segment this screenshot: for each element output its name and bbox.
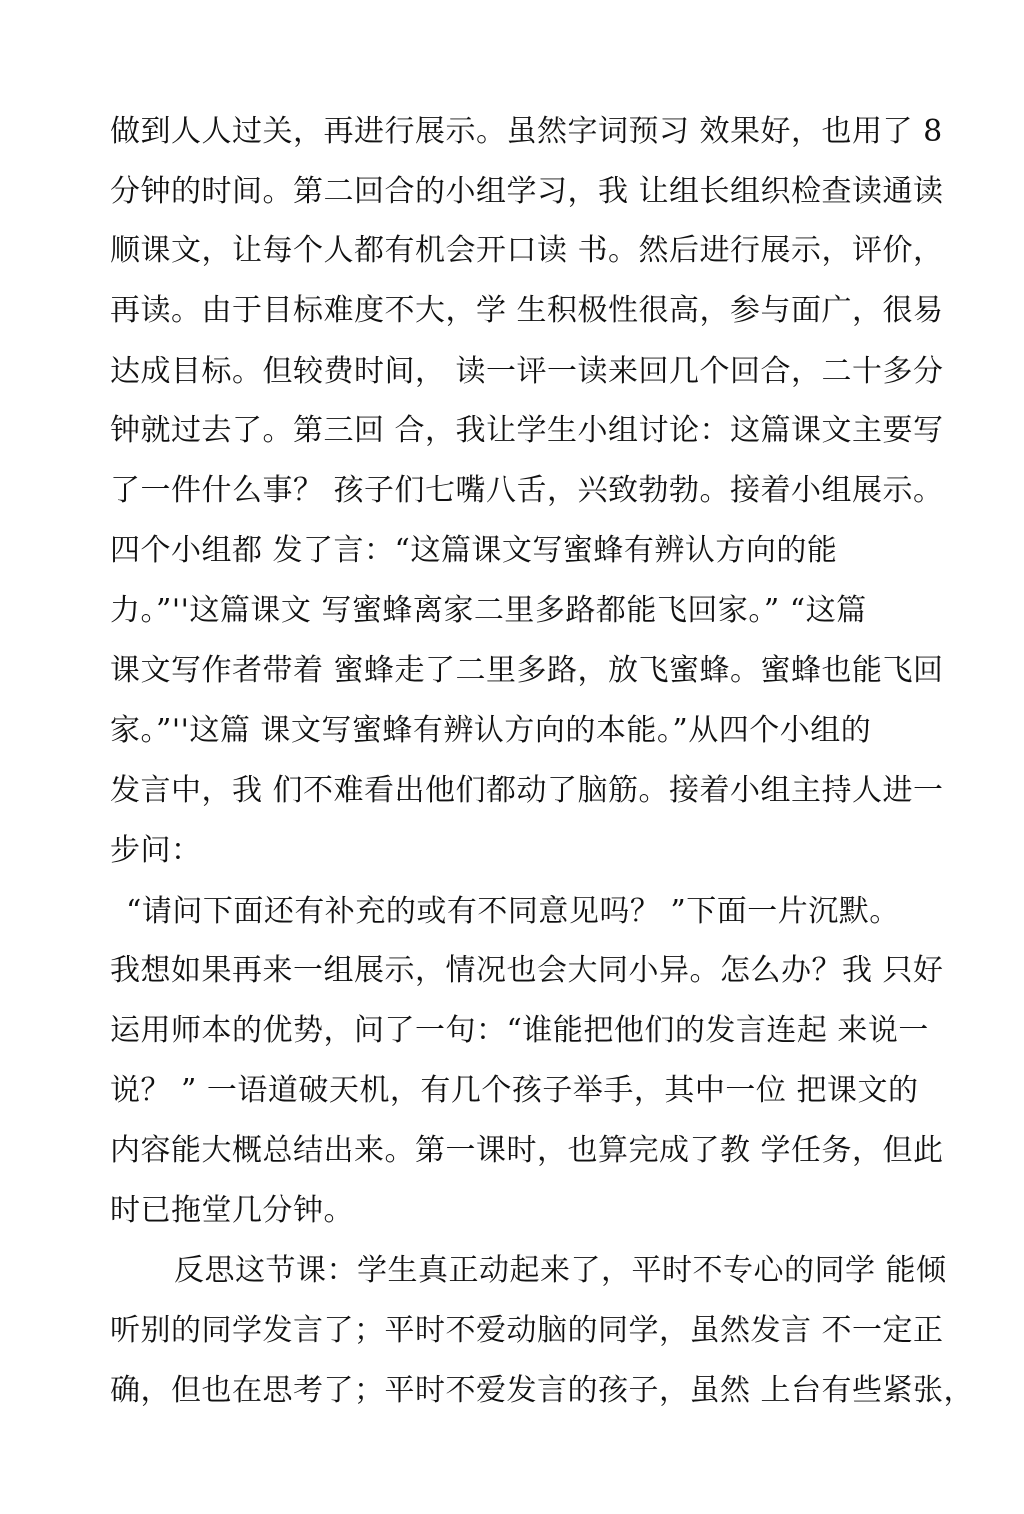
text-line: 我想如果再来一组展示，情况也会大同小异。怎么办？我 只好 [110,953,944,988]
text-line: 听别的同学发言了；平时不爱动脑的同学，虽然发言 不一定正 [110,1313,944,1348]
text-line: 再读。由于目标难度不大，学 生积极性很高，参与面广，很易 [110,293,944,328]
text-line: 发言中，我 们不难看出他们都动了脑筋。接着小组主持人进一 [110,773,944,808]
text-line: 步问： [110,833,202,868]
text-line: 达成目标。但较费时间， 读一评一读来回几个回合，二十多分 [110,354,944,389]
text-line: 反思这节课：学生真正动起来了，平时不专心的同学 能倾 [174,1253,947,1288]
text-line: 内容能大概总结出来。第一课时，也算完成了教 学任务，但此 [110,1133,944,1168]
text-line: 四个小组都 发了言：“这篇课文写蜜蜂有辨认方向的能 [110,533,838,568]
text-line: “请问下面还有补充的或有不同意见吗？ ”下面一片沉默。 [126,894,900,929]
text-line: 分钟的时间。第二回合的小组学习，我 让组长组织检查读通读 [110,174,944,209]
text-line: 时已拖堂几分钟。 [110,1193,354,1228]
text-line: 说？ ” 一语道破天机，有几个孩子举手，其中一位 把课文的 [110,1073,919,1108]
text-line: 家。”''这篇 课文写蜜蜂有辨认方向的本能。”从四个小组的 [110,713,872,748]
text-line: 做到人人过关，再进行展示。虽然字词预习 效果好，也用了 8 [110,114,943,149]
text-line: 钟就过去了。第三回 合，我让学生小组讨论：这篇课文主要写 [110,413,944,448]
text-line: 运用师本的优势，问了一句：“谁能把他们的发言连起 来说一 [110,1013,929,1048]
text-line: 力。”''这篇课文 写蜜蜂离家二里多路都能飞回家。” “这篇 [110,593,867,628]
text-line: 确，但也在思考了；平时不爱发言的孩子，虽然 上台有些紧张， [110,1373,975,1408]
text-line: 顺课文，让每个人都有机会开口读 书。然后进行展示，评价， [110,233,944,268]
text-line: 了一件什么事？ 孩子们七嘴八舌，兴致勃勃。接着小组展示。 [110,473,944,508]
text-line: 课文写作者带着 蜜蜂走了二里多路，放飞蜜蜂。蜜蜂也能飞回 [110,653,944,688]
